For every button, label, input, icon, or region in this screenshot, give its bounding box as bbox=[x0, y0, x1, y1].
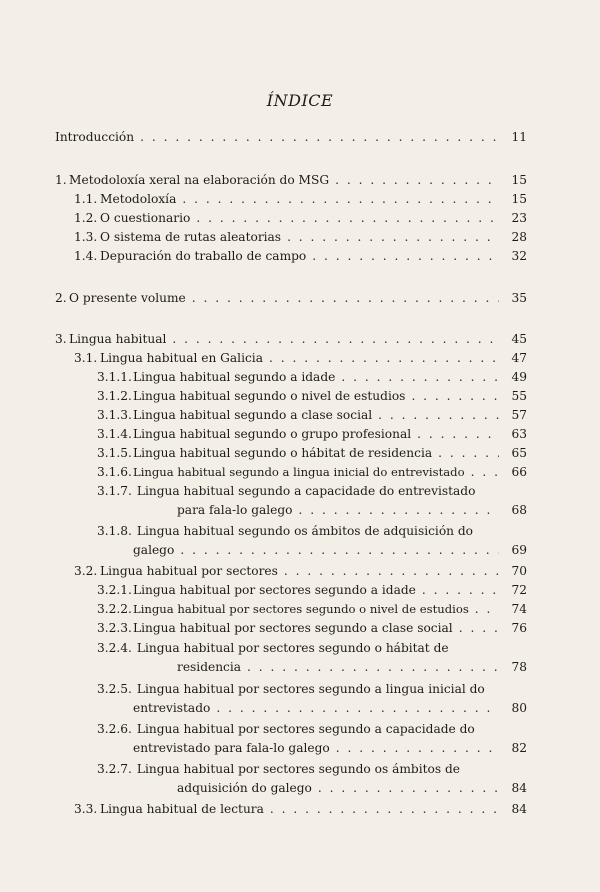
toc-entry-3-2-3 bbox=[97, 619, 527, 638]
entry-text: O sistema de rutas aleatorias bbox=[100, 230, 282, 244]
page-number: 32 bbox=[511, 249, 527, 263]
entry-number: 3.1.6. bbox=[97, 465, 132, 479]
entry-text: Lingua habitual por sectores segundo os ámbitos de bbox=[136, 762, 460, 776]
entry-text-continued: galego bbox=[133, 543, 175, 557]
entry-number: 3.1.2. bbox=[97, 389, 132, 403]
entry-text: Lingua habitual segundo a capacidade do entrevistado bbox=[136, 484, 476, 498]
toc-entry-1-4 bbox=[74, 247, 527, 266]
entry-text: Lingua habitual por sectores segundo a clase social bbox=[133, 621, 453, 635]
entry-number: 3.2.3. bbox=[97, 621, 132, 635]
entry-number: 3.2.4. bbox=[97, 641, 132, 655]
dot-leader bbox=[196, 209, 499, 228]
page-number: 11 bbox=[511, 130, 527, 144]
dot-leader bbox=[192, 289, 499, 308]
toc-entry-3-2-2 bbox=[97, 600, 527, 619]
entry-number: 1. bbox=[55, 173, 67, 187]
entry-number: 1.1. bbox=[74, 192, 98, 206]
entry-text: Metodoloxía xeral na elaboración do MSG bbox=[69, 173, 330, 187]
entry-text: Lingua habitual bbox=[69, 332, 167, 346]
toc-entry-1-2 bbox=[74, 209, 527, 228]
entry-number: 3.2.1. bbox=[97, 583, 132, 597]
page-number: 66 bbox=[511, 465, 527, 479]
entry-text-continued: para fala-lo galego bbox=[177, 503, 293, 517]
entry-text: Introducción bbox=[55, 130, 135, 144]
dot-leader bbox=[270, 800, 499, 819]
page-number: 49 bbox=[511, 370, 527, 384]
entry-text: Lingua habitual de lectura bbox=[100, 802, 264, 816]
entry-text: Lingua habitual por sectores segundo a capacidade do bbox=[136, 722, 475, 736]
entry-text: Lingua habitual por sectores segundo a lingua inicial do bbox=[136, 682, 485, 696]
page-number: 84 bbox=[511, 781, 527, 795]
entry-number: 3.2.2. bbox=[97, 602, 132, 616]
toc-entry-1-3 bbox=[74, 228, 527, 247]
entry-text: O presente volume bbox=[69, 291, 186, 305]
entry-text: Lingua habitual por sectores segundo o nivel de estudios bbox=[133, 602, 469, 616]
dot-leader bbox=[335, 171, 499, 190]
entry-text: Lingua habitual segundo a lingua inicial do entrevistado bbox=[133, 465, 465, 479]
toc-entry-3-1-1 bbox=[97, 368, 527, 387]
entry-text-continued: residencia bbox=[177, 660, 242, 674]
entry-number: 3.2.7. bbox=[97, 762, 132, 776]
toc-entry-1 bbox=[55, 171, 527, 190]
entry-text: Lingua habitual segundo a clase social bbox=[133, 408, 373, 422]
entry-number: 3.1.8. bbox=[97, 524, 132, 538]
entry-text-continued: entrevistado bbox=[133, 701, 211, 715]
toc-entry-2 bbox=[55, 289, 527, 308]
page-number: 15 bbox=[511, 173, 527, 187]
entry-number: 3.2.5. bbox=[97, 682, 132, 696]
dot-leader bbox=[284, 562, 499, 581]
entry-text-continued: adquisición do galego bbox=[177, 781, 312, 795]
entry-number: 3.1. bbox=[74, 351, 98, 365]
toc-entry-3-1-7 bbox=[97, 482, 527, 520]
entry-number: 3. bbox=[55, 332, 67, 346]
entry-number: 2. bbox=[55, 291, 67, 305]
page-number: 68 bbox=[511, 503, 527, 517]
entry-text: Metodoloxía bbox=[100, 192, 177, 206]
entry-number: 1.2. bbox=[74, 211, 98, 225]
dot-leader bbox=[422, 581, 499, 600]
dot-leader bbox=[182, 190, 499, 209]
entry-text: Lingua habitual por sectores segundo a idade bbox=[133, 583, 416, 597]
entry-number: 3.1.3. bbox=[97, 408, 132, 422]
page-number: 72 bbox=[511, 583, 527, 597]
dot-leader bbox=[475, 600, 499, 619]
toc-entry-3-2-5 bbox=[97, 680, 527, 718]
page-number: 84 bbox=[511, 802, 527, 816]
dot-leader bbox=[318, 779, 499, 798]
page-number: 28 bbox=[511, 230, 527, 244]
entry-text: Lingua habitual por sectores bbox=[100, 564, 278, 578]
dot-leader bbox=[312, 247, 499, 266]
dot-leader bbox=[216, 699, 499, 718]
page-number: 76 bbox=[511, 621, 527, 635]
page-title: ÍNDICE bbox=[266, 91, 334, 110]
dot-leader bbox=[336, 739, 499, 758]
toc-entry-3-1-6 bbox=[97, 463, 527, 482]
toc-entry-3-1-5 bbox=[97, 444, 527, 463]
page-number: 47 bbox=[511, 351, 527, 365]
dot-leader bbox=[411, 387, 499, 406]
page-number: 35 bbox=[511, 291, 527, 305]
page-number: 65 bbox=[511, 446, 527, 460]
entry-number: 3.3. bbox=[74, 802, 98, 816]
dot-leader bbox=[180, 541, 499, 560]
toc-entry-1-1 bbox=[74, 190, 527, 209]
dot-leader bbox=[341, 368, 499, 387]
page-number: 15 bbox=[511, 192, 527, 206]
page-number: 45 bbox=[511, 332, 527, 346]
entry-number: 3.1.7. bbox=[97, 484, 132, 498]
entry-text-continued: entrevistado para fala-lo galego bbox=[133, 741, 330, 755]
page-number: 69 bbox=[511, 543, 527, 557]
entry-text: Lingua habitual segundo o nivel de estudios bbox=[133, 389, 406, 403]
entry-number: 1.3. bbox=[74, 230, 98, 244]
toc-entry-3 bbox=[55, 330, 527, 349]
dot-leader bbox=[269, 349, 499, 368]
entry-text: Lingua habitual segundo o grupo profesional bbox=[133, 427, 412, 441]
entry-text: O cuestionario bbox=[100, 211, 191, 225]
toc-entry-3-1 bbox=[74, 349, 527, 368]
entry-number: 3.1.4. bbox=[97, 427, 132, 441]
entry-number: 3.2. bbox=[74, 564, 98, 578]
toc-entry-3-2-1 bbox=[97, 581, 527, 600]
entry-text: Lingua habitual segundo o hábitat de residencia bbox=[133, 446, 433, 460]
dot-leader bbox=[471, 463, 499, 482]
dot-leader bbox=[378, 406, 499, 425]
dot-leader bbox=[459, 619, 499, 638]
entry-number: 3.2.6. bbox=[97, 722, 132, 736]
dot-leader bbox=[417, 425, 499, 444]
toc-entry-3-2-6 bbox=[97, 720, 527, 758]
entry-text: Lingua habitual en Galicia bbox=[100, 351, 263, 365]
toc-entry-introduccion bbox=[55, 128, 527, 147]
toc-entry-3-2-4 bbox=[97, 639, 527, 677]
dot-leader bbox=[140, 128, 499, 147]
dot-leader bbox=[172, 330, 499, 349]
page-number: 23 bbox=[511, 211, 527, 225]
toc-entry-3-3 bbox=[74, 800, 527, 819]
entry-text: Lingua habitual segundo a idade bbox=[133, 370, 336, 384]
page-number: 82 bbox=[511, 741, 527, 755]
page-number: 80 bbox=[511, 701, 527, 715]
dot-leader bbox=[299, 501, 499, 520]
dot-leader bbox=[287, 228, 499, 247]
entry-text: Lingua habitual segundo os ámbitos de adquisición do bbox=[136, 524, 474, 538]
page-number: 55 bbox=[511, 389, 527, 403]
toc-entry-3-1-8 bbox=[97, 522, 527, 560]
entry-number: 3.1.5. bbox=[97, 446, 132, 460]
page-number: 57 bbox=[511, 408, 527, 422]
page-number: 78 bbox=[511, 660, 527, 674]
toc-entry-3-2-7 bbox=[97, 760, 527, 798]
page-number: 74 bbox=[511, 602, 527, 616]
page-number: 63 bbox=[511, 427, 527, 441]
entry-number: 3.1.1. bbox=[97, 370, 132, 384]
toc-entry-3-1-3 bbox=[97, 406, 527, 425]
entry-text: Depuración do traballo de campo bbox=[100, 249, 307, 263]
page-number: 70 bbox=[511, 564, 527, 578]
dot-leader bbox=[438, 444, 499, 463]
dot-leader bbox=[247, 658, 499, 677]
toc-entry-3-2 bbox=[74, 562, 527, 581]
toc-entry-3-1-2 bbox=[97, 387, 527, 406]
entry-text: Lingua habitual por sectores segundo o hábitat de bbox=[136, 641, 449, 655]
entry-number: 1.4. bbox=[74, 249, 98, 263]
toc-entry-3-1-4 bbox=[97, 425, 527, 444]
